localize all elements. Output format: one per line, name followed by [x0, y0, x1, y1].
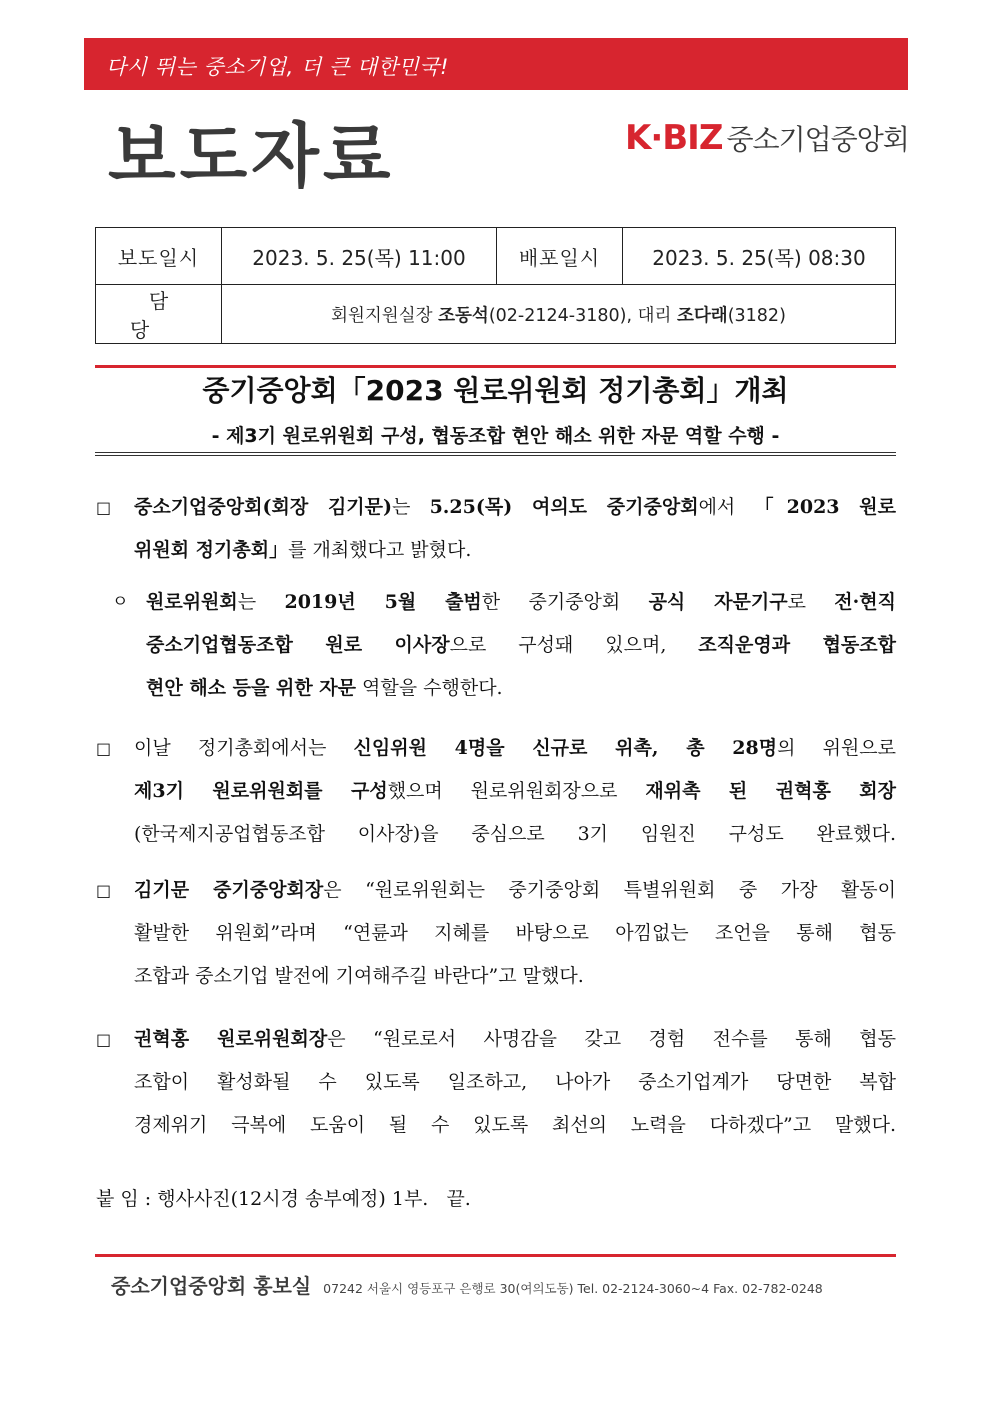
square-bullet: □ — [96, 498, 112, 517]
headline-top-rule — [95, 365, 896, 368]
footer-department: 중소기업중앙회 홍보실 — [111, 1274, 312, 1298]
paragraph-3 — [96, 869, 896, 998]
distribute-date-value: 2023. 5. 25(목) 08:30 — [623, 228, 896, 285]
circle-bullet: ㅇ — [112, 592, 129, 612]
attachment-note: 붙 임 : 행사사진(12시경 송부예정) 1부. 끝. — [96, 1188, 471, 1210]
kbiz-logo — [625, 118, 909, 158]
paragraph-line: 중소기업협동조합 원로 이사장으로 구성돼 있으며, 조직운영과 협동조합 — [146, 634, 896, 656]
paragraph-1 — [96, 486, 896, 572]
headline-bottom-rule — [95, 452, 896, 456]
release-date-label: 보도일시 — [96, 228, 222, 285]
square-bullet: □ — [96, 739, 112, 758]
paragraph-line: 조합과 중소기업 발전에 기여해주길 바란다”고 말했다. — [134, 965, 584, 987]
paragraph-line: 김기문 중기중앙회장은 “원로위원회는 중기중앙회 특별위원회 중 가장 활동이 — [134, 879, 896, 901]
paragraph-line: 제3기 원로위원회를 구성했으며 원로위원회장으로 재위촉 된 권혁홍 회장 — [134, 780, 896, 802]
release-info-table — [95, 227, 896, 344]
paragraph-line: 경제위기 극복에 도움이 될 수 있도록 최선의 노력을 다하겠다”고 말했다. — [134, 1114, 896, 1136]
press-release-title: 보도자료 — [108, 115, 395, 197]
headline: 중기중앙회「2023 원로위원회 정기총회」개최 — [202, 374, 789, 407]
paragraph-1-sub — [112, 581, 896, 710]
paragraph-2 — [96, 727, 896, 856]
square-bullet: □ — [96, 881, 112, 900]
contact-value: 회원지원실장 조동석(02-2124-3180), 대리 조다래(3182) — [222, 285, 896, 344]
paragraph-4 — [96, 1018, 896, 1147]
paragraph-line: 권혁홍 원로위원회장은 “원로로서 사명감을 갖고 경험 전수를 통해 협동 — [134, 1028, 896, 1050]
paragraph-line: 조합이 활성화될 수 있도록 일조하고, 나아가 중소기업계가 당면한 복합 — [134, 1071, 896, 1093]
paragraph-line: 원로위원회는 2019년 5월 출범한 중기중앙회 공식 자문기구로 전·현직 — [146, 591, 896, 613]
paragraph-line: 이날 정기총회에서는 신임위원 4명을 신규로 위촉, 총 28명의 위원으로 — [134, 737, 897, 759]
footer-address: 07242 서울시 영등포구 은행로 30(여의도동) Tel. 02-2124-3060~4 Fax. 02-782-0248 — [323, 1281, 823, 1296]
footer — [95, 1270, 896, 1299]
square-bullet: □ — [96, 1030, 112, 1049]
distribute-date-label: 배포일시 — [497, 228, 623, 285]
logo-org-name: 중소기업중앙회 — [726, 123, 909, 156]
paragraph-line: 중소기업중앙회(회장 김기문)는 5.25(목) 여의도 중기중앙회에서 「2023 원로 — [134, 496, 897, 518]
slogan-banner — [84, 38, 908, 90]
contact-label: 담 당 — [96, 285, 222, 344]
paragraph-line: (한국제지공업협동조합 이사장)을 중심으로 3기 임원진 구성도 완료했다. — [134, 823, 896, 845]
paragraph-line: 활발한 위원회”라며 “연륜과 지혜를 바탕으로 아낌없는 조언을 통해 협동 — [134, 922, 896, 944]
logo-mark: K·BIZ — [625, 118, 723, 158]
paragraph-line: 현안 해소 등을 위한 자문 역할을 수행한다. — [146, 677, 503, 699]
footer-rule — [95, 1254, 896, 1257]
paragraph-line: 위원회 정기총회」를 개최했다고 밝혔다. — [134, 539, 472, 561]
slogan-text: 다시 뛰는 중소기업, 더 큰 대한민국! — [106, 55, 449, 79]
subheadline: - 제3기 원로위원회 구성, 협동조합 현안 해소 위한 자문 역할 수행 - — [211, 425, 780, 447]
release-date-value: 2023. 5. 25(목) 11:00 — [222, 228, 497, 285]
